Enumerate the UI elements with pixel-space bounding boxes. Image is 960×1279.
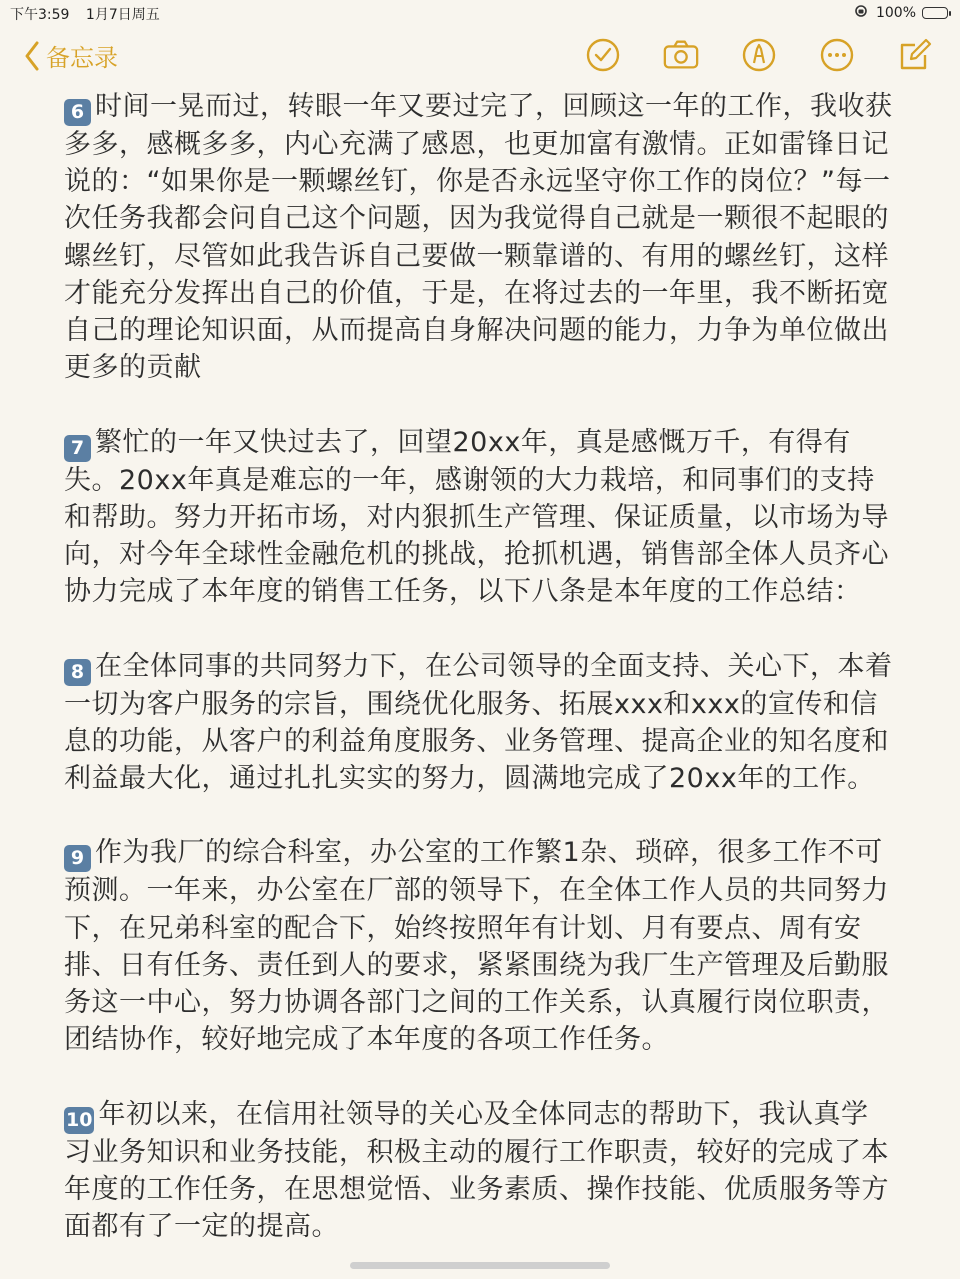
back-label: 备忘录 xyxy=(46,44,118,72)
number-badge: 8 xyxy=(64,659,91,686)
note-paragraph xyxy=(64,1096,894,1246)
note-paragraph xyxy=(64,648,894,798)
compose-button[interactable] xyxy=(896,36,934,74)
status-date: 1月7日周五 xyxy=(85,7,160,23)
status-right xyxy=(852,4,948,22)
more-icon xyxy=(819,37,855,73)
chevron-left-icon xyxy=(24,41,40,71)
battery-percent: 100% xyxy=(875,5,916,21)
note-body[interactable] xyxy=(64,88,894,1245)
back-button[interactable] xyxy=(24,38,118,73)
number-badge: 10 xyxy=(64,1107,94,1134)
markup-button[interactable] xyxy=(740,36,778,74)
note-paragraph xyxy=(64,88,894,386)
toolbar xyxy=(584,36,934,74)
orientation-lock-icon xyxy=(852,4,870,22)
paragraph-text: 年初以来，在信用社领导的关心及全体同志的帮助下，我认真学习业务知识和业务技能，积极主动的履行工作职责，较好的完成了本年度的工作任务，在思想觉悟、业务素质、操作技能、优质服务等方面都有了一定的提高。 xyxy=(64,1098,889,1243)
number-badge: 7 xyxy=(64,435,91,462)
number-badge: 9 xyxy=(64,845,91,872)
paragraph-text: 繁忙的一年又快过去了，回望20xx年，真是感慨万千，有得有失。20xx年真是难忘的一年，感谢领的大力栽培，和同事们的支持和帮助。努力开拓市场，对内狠抓生产管理、保证质量，以市场为导向，对今年全球性金融危机的挑战，抢抓机遇，销售部全体人员齐心协力完成了本年度的销售工任务，以下八条是本年度的工作总结： xyxy=(64,426,889,608)
camera-icon xyxy=(662,38,700,72)
checklist-icon xyxy=(585,37,621,73)
status-bar xyxy=(0,0,960,26)
compose-icon xyxy=(897,37,933,73)
paragraph-text: 在全体同事的共同努力下，在公司领导的全面支持、关心下，本着一切为客户服务的宗旨，围绕优化服务、拓展xxx和xxx的宣传和信息的功能，从客户的利益角度服务、业务管理、提高企业的知名度和利益最大化，通过扎扎实实的努力，圆满地完成了20xx年的工作。 xyxy=(64,650,893,795)
home-indicator xyxy=(350,1262,610,1269)
note-paragraph xyxy=(64,424,894,611)
more-button[interactable] xyxy=(818,36,856,74)
number-badge: 6 xyxy=(64,99,91,126)
nav-bar xyxy=(0,32,960,82)
paragraph-text: 时间一晃而过，转眼一年又要过完了，回顾这一年的工作，我收获多多，感概多多，内心充满了感恩，也更加富有激情。正如雷锋日记说的：“如果你是一颗螺丝钉，你是否永远坚守你工作的岗位？”每一次任务我都会问自己这个问题，因为我觉得自己就是一颗很不起眼的螺丝钉，尽管如此我告诉自己要做一颗靠谱的、有用的螺丝钉，这样才能充分发挥出自己的价值，于是，在将过去的一年里，我不断拓宽自己的理论知识面，从而提高自身解决问题的能力，力争为单位做出更多的贡献 xyxy=(64,91,893,384)
camera-button[interactable] xyxy=(662,36,700,74)
status-time: 下午3:59 xyxy=(10,7,70,23)
markup-pen-icon xyxy=(741,37,777,73)
status-left xyxy=(10,4,172,24)
checklist-button[interactable] xyxy=(584,36,622,74)
battery-icon xyxy=(922,7,948,19)
note-paragraph xyxy=(64,834,894,1058)
paragraph-text: 作为我厂的综合科室，办公室的工作繁1杂、琐碎，很多工作不可预测。一年来，办公室在厂部的领导下，在全体工作人员的共同努力下，在兄弟科室的配合下，始终按照年有计划、月有要点、周有安排、日有任务、责任到人的要求，紧紧围绕为我厂生产管理及后勤服务这一中心，努力协调各部门之间的工作关系，认真履行岗位职责，团结协作，较好地完成了本年度的各项工作任务。 xyxy=(64,837,889,1056)
